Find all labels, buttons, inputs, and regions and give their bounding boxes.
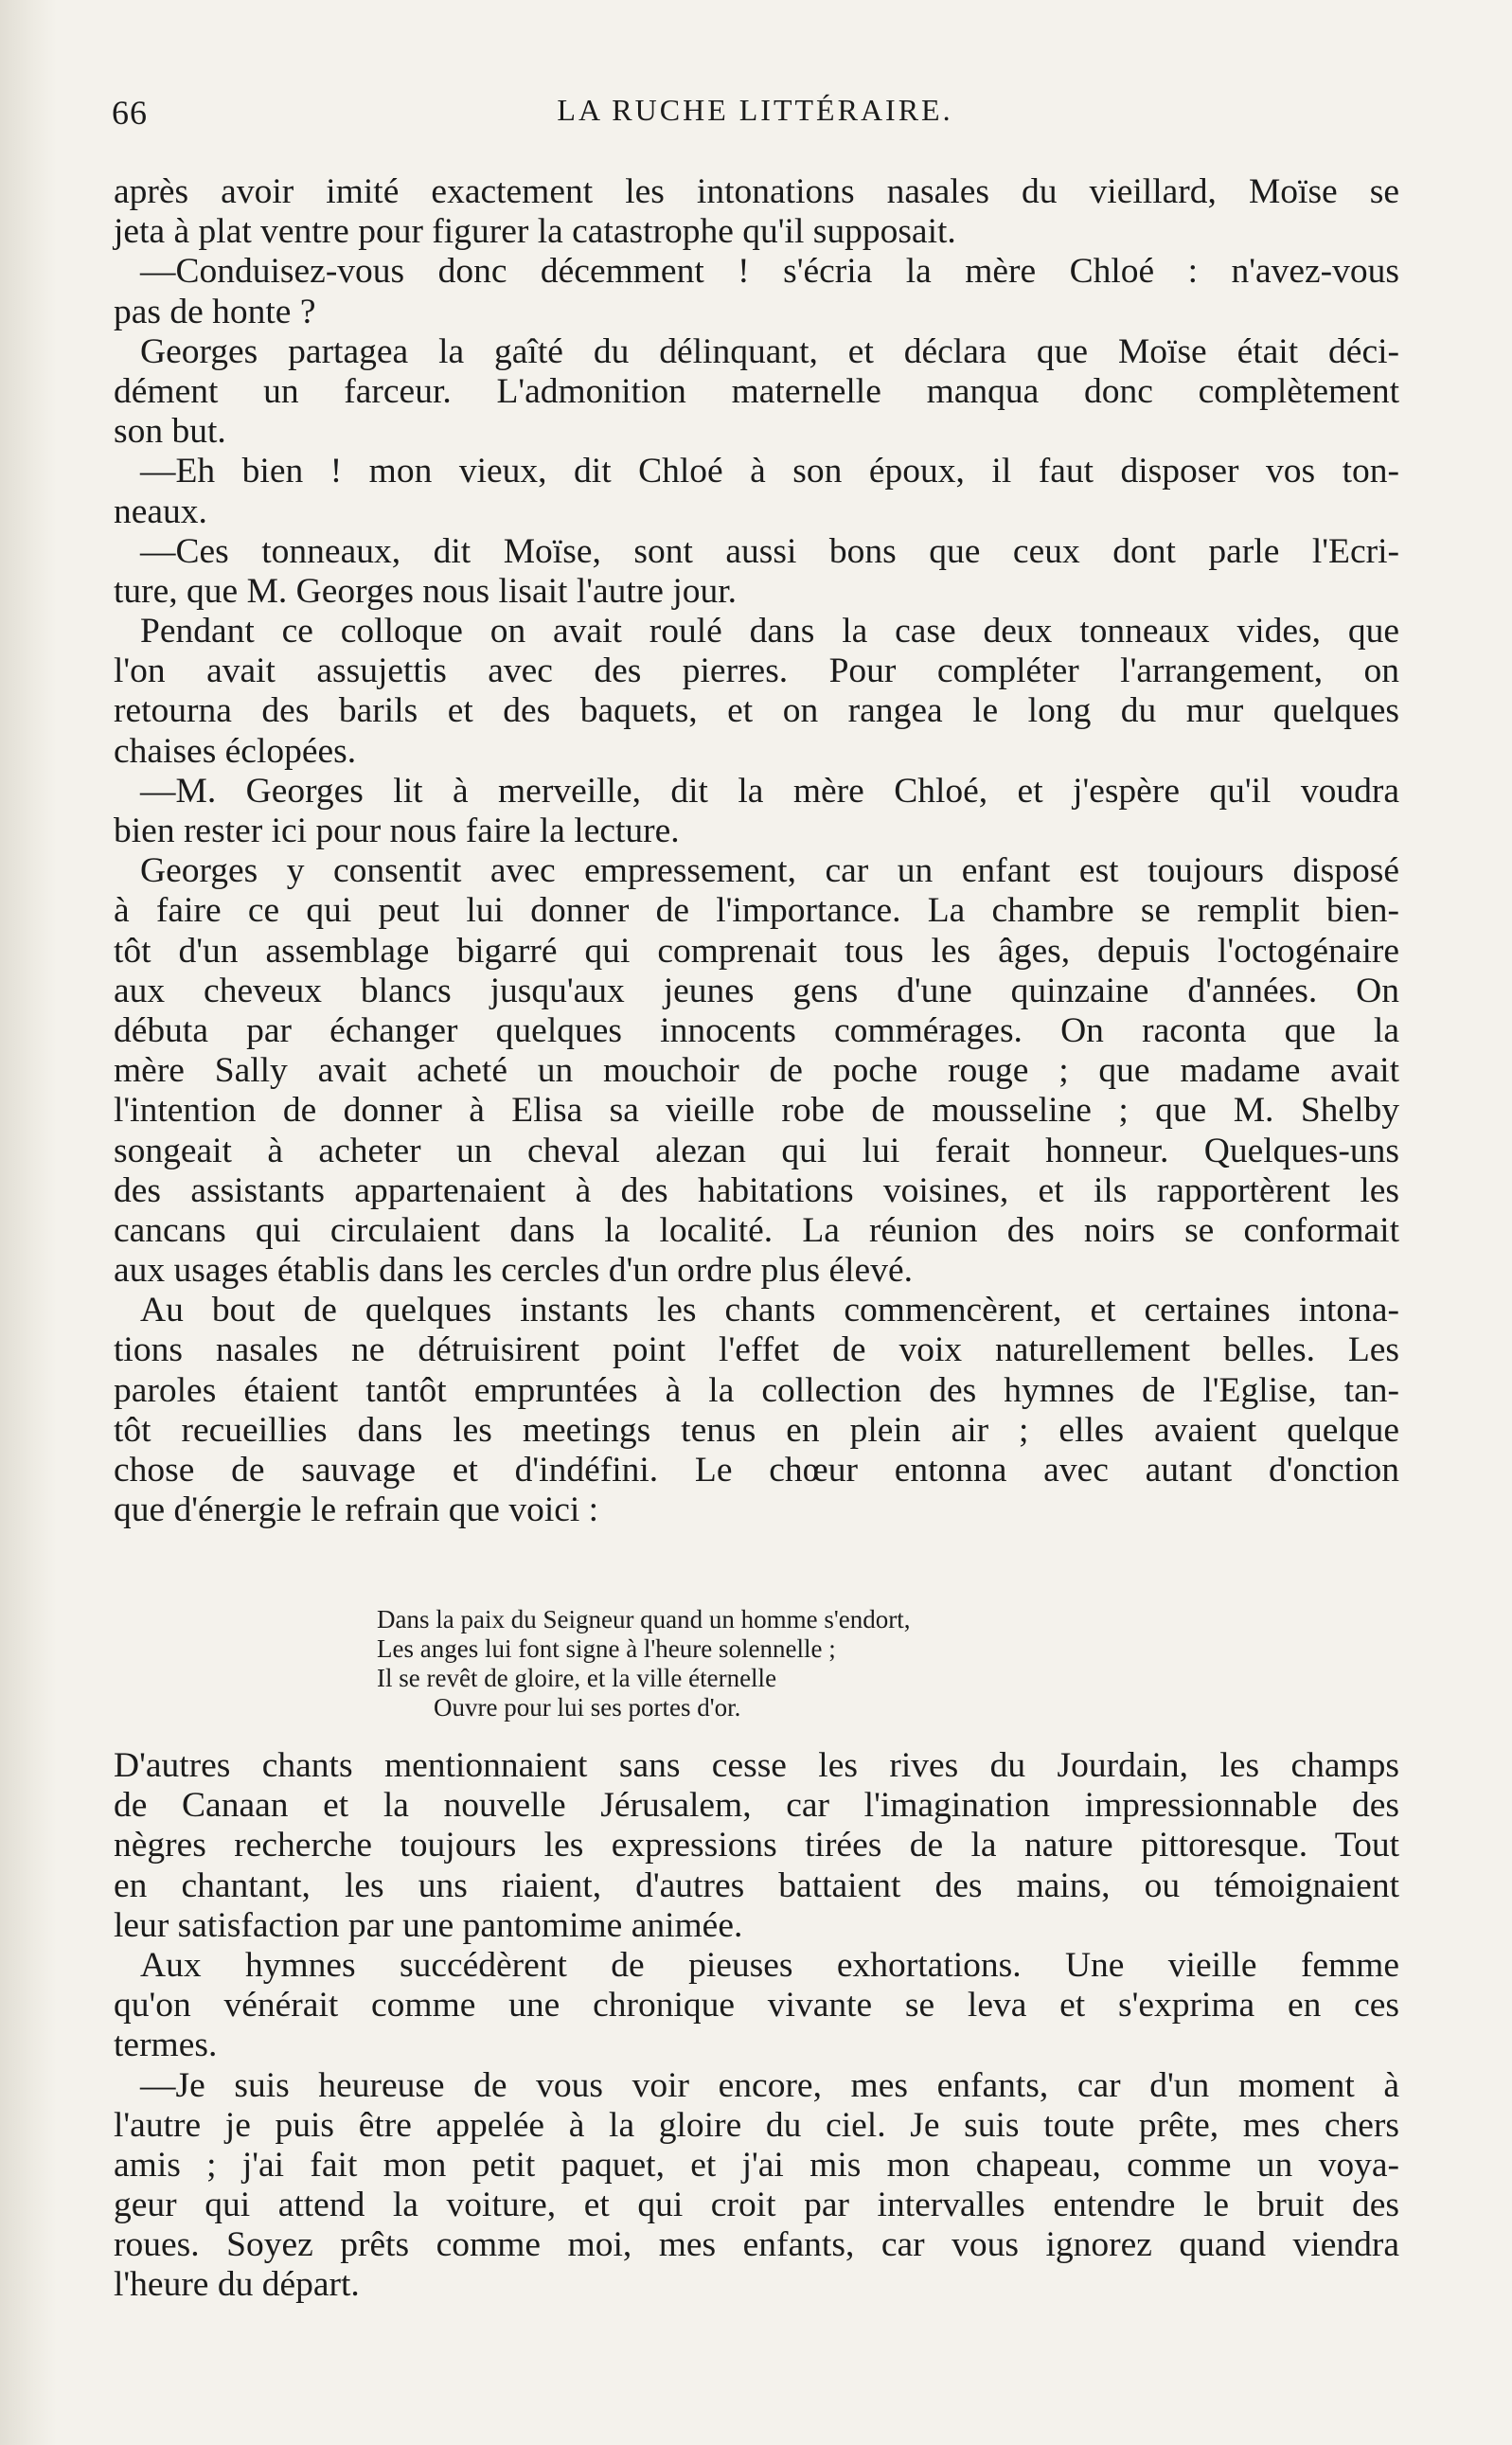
page-gutter-shadow: [0, 0, 57, 2445]
text-line: —M. Georges lit à merveille, dit la mère Chloé, et j'espère qu'il voudra: [140, 771, 1399, 811]
text-line: chose de sauvage et d'indéfini. Le chœur entonna avec autant d'onction: [114, 1451, 1399, 1490]
text-line: tôt recueillies dans les meetings tenus en plein air ; elles avaient quelque: [114, 1410, 1399, 1450]
text-line: bien rester ici pour nous faire la lecture.: [114, 812, 680, 850]
text-line: —Conduisez-vous donc décemment ! s'écria la mère Chloé : n'avez-vous: [140, 252, 1399, 292]
body-text-block-2: [114, 1746, 1399, 2306]
text-line: des assistants appartenaient à des habitations voisines, et ils rapportèrent les: [114, 1170, 1399, 1210]
text-line: roues. Soyez prêts comme moi, mes enfants, car vous ignorez quand viendra: [114, 2225, 1399, 2265]
verse-line: Il se revêt de gloire, et la ville éternelle: [377, 1664, 777, 1692]
text-line: son but.: [114, 412, 226, 452]
text-line: D'autres chants mentionnaient sans cesse les rives du Jourdain, les champs: [114, 1746, 1399, 1785]
text-line: tôt d'un assemblage bigarré qui comprenait tous les âges, depuis l'octogénaire: [114, 931, 1399, 971]
text-line: neaux.: [114, 491, 207, 531]
text-line: qu'on vénérait comme une chronique vivante se leva et s'exprima en ces: [114, 1986, 1399, 2026]
text-line: —Eh bien ! mon vieux, dit Chloé à son époux, il faut disposer vos ton-: [140, 452, 1399, 491]
page-header: [112, 93, 1398, 134]
text-line: mère Sally avait acheté un mouchoir de poche rouge ; que madame avait: [114, 1051, 1399, 1091]
text-line: termes.: [114, 2026, 218, 2065]
text-line: paroles étaient tantôt empruntées à la collection des hymnes de l'Eglise, tan-: [114, 1370, 1399, 1410]
text-line: l'on avait assujettis avec des pierres. Pour compléter l'arrangement, on: [114, 651, 1399, 691]
text-line: Georges y consentit avec empressement, car un enfant est toujours disposé: [140, 851, 1399, 891]
text-line: songeait à acheter un cheval alezan qui lui ferait honneur. Quelques-uns: [114, 1131, 1399, 1170]
text-line: tions nasales ne détruisirent point l'effet de voix naturellement belles. Les: [114, 1330, 1399, 1370]
text-line: aux cheveux blancs jusqu'aux jeunes gens d'une quinzaine d'années. On: [114, 971, 1399, 1010]
text-line: l'heure du départ.: [114, 2265, 360, 2305]
text-line: Georges partagea la gaîté du délinquant, et déclara que Moïse était déci-: [140, 331, 1399, 371]
text-line: l'autre je puis être appelée à la gloire du ciel. Je suis toute prête, mes chers: [114, 2105, 1399, 2145]
text-line: nègres recherche toujours les expressions tirées de la nature pittoresque. Tout: [114, 1826, 1399, 1865]
text-line: amis ; j'ai fait mon petit paquet, et j'ai mis mon chapeau, comme un voya-: [114, 2145, 1399, 2185]
text-line: jeta à plat ventre pour figurer la catastrophe qu'il supposait.: [114, 212, 956, 252]
text-line: Aux hymnes succédèrent de pieuses exhortations. Une vieille femme: [140, 1945, 1399, 1985]
text-line: cancans qui circulaient dans la localité. La réunion des noirs se conformait: [114, 1210, 1399, 1250]
text-line: en chantant, les uns riaient, d'autres battaient des mains, ou témoignaient: [114, 1865, 1399, 1905]
text-line: —Je suis heureuse de vous voir encore, mes enfants, car d'un moment à: [140, 2065, 1399, 2105]
text-line: de Canaan et la nouvelle Jérusalem, car l'imagination impressionnable des: [114, 1786, 1399, 1826]
body-text-block-1: [114, 172, 1399, 1530]
verse-line: Les anges lui font signe à l'heure solennelle ;: [377, 1634, 836, 1663]
text-line: aux usages établis dans les cercles d'un ordre plus élevé.: [114, 1251, 913, 1291]
text-line: après avoir imité exactement les intonations nasales du vieillard, Moïse se: [114, 172, 1399, 211]
text-line: débuta par échanger quelques innocents commérages. On raconta que la: [114, 1010, 1399, 1050]
page-number: 66: [112, 94, 148, 132]
running-title: LA RUCHE LITTÉRAIRE.: [557, 93, 953, 127]
text-line: —Ces tonneaux, dit Moïse, sont aussi bons que ceux dont parle l'Ecri-: [140, 531, 1399, 571]
text-line: à faire ce qui peut lui donner de l'importance. La chambre se remplit bien-: [114, 891, 1399, 931]
text-line: pas de honte ?: [114, 292, 316, 331]
text-line: geur qui attend la voiture, et qui croit par intervalles entendre le bruit des: [114, 2186, 1399, 2225]
text-line: Au bout de quelques instants les chants commencèrent, et certaines intona-: [140, 1291, 1399, 1330]
text-line: chaises éclopées.: [114, 731, 357, 771]
verse-line: Dans la paix du Seigneur quand un homme s'endort,: [377, 1605, 911, 1633]
text-line: ture, que M. Georges nous lisait l'autre jour.: [114, 571, 738, 611]
text-line: que d'énergie le refrain que voici :: [114, 1490, 599, 1530]
text-line: Pendant ce colloque on avait roulé dans la case deux tonneaux vides, que: [140, 612, 1399, 651]
verse-line: Ouvre pour lui ses portes d'or.: [434, 1693, 741, 1722]
text-line: leur satisfaction par une pantomime animée.: [114, 1905, 743, 1945]
text-line: retourna des barils et des baquets, et on rangea le long du mur quelques: [114, 691, 1399, 731]
text-line: dément un farceur. L'admonition maternelle manqua donc complètement: [114, 371, 1399, 411]
text-line: l'intention de donner à Elisa sa vieille robe de mousseline ; que M. Shelby: [114, 1091, 1399, 1131]
